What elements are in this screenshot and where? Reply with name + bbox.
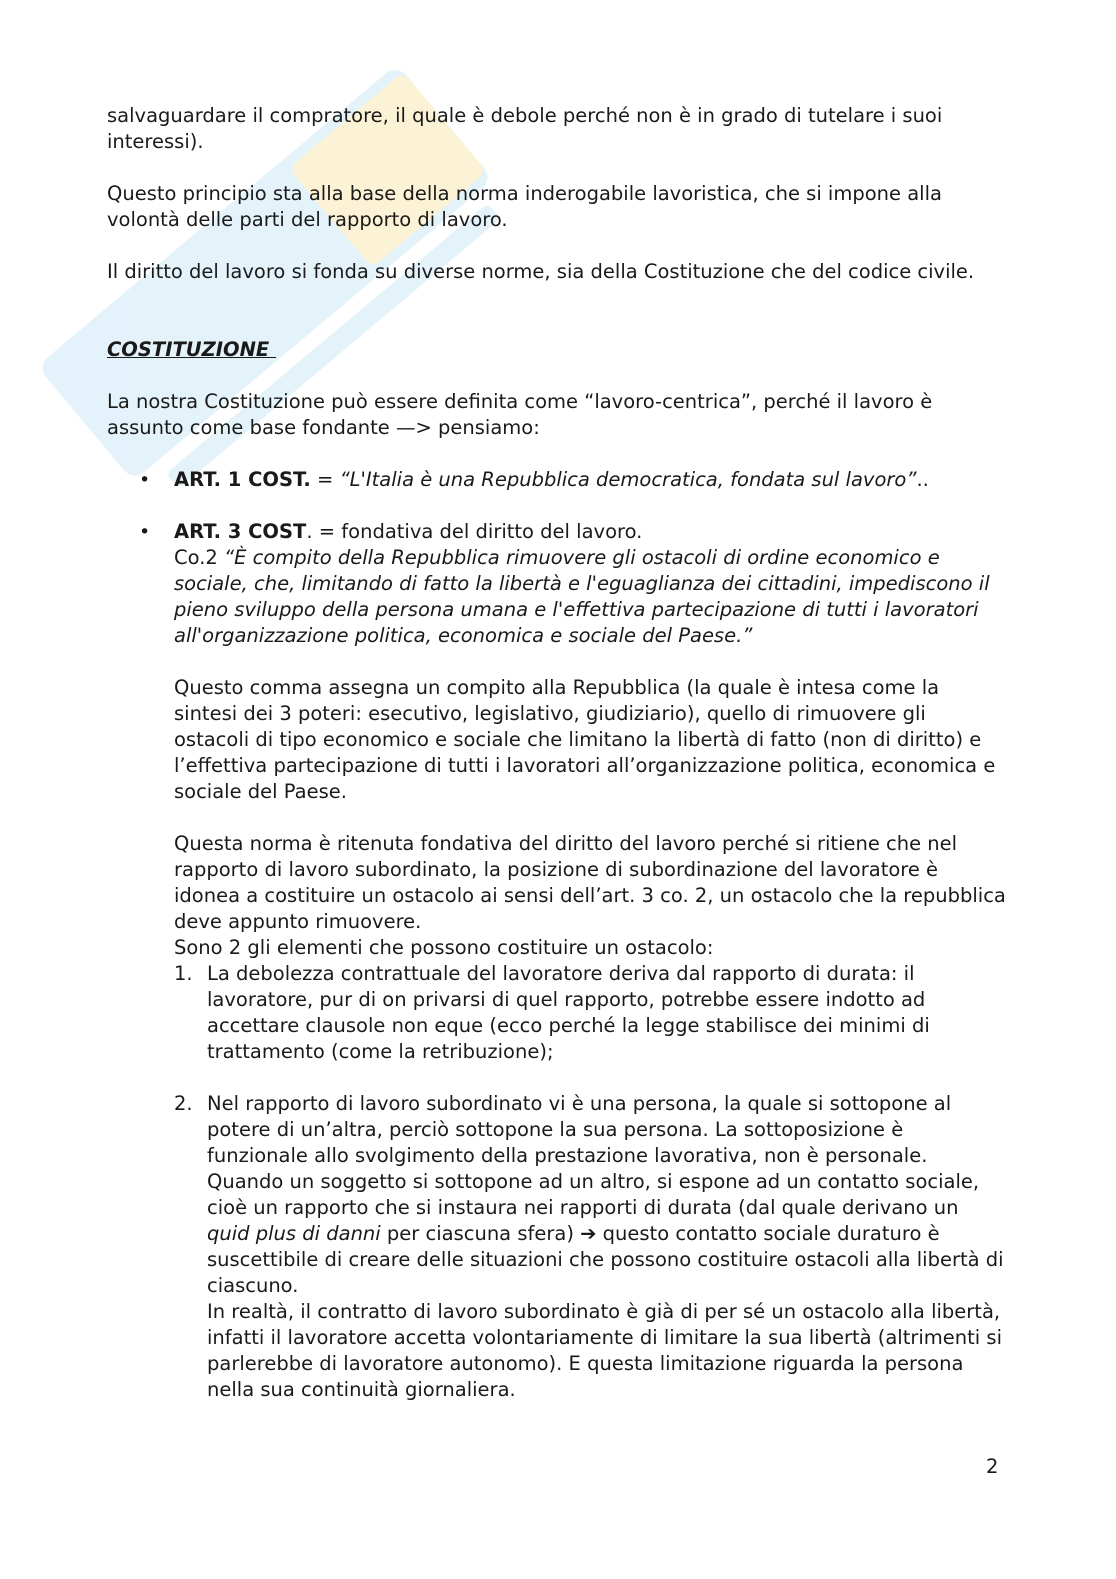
list-item-text: Nel rapporto di lavoro subordinato vi è una persona, la quale si sottopone al potere di un’altra, perciò sottopone la sua persona. La sottoposizione è funzionale allo svolgimento della prestazione lavorativa, non è personale. Quando un soggetto si sottopone ad un altro, si espone ad un contatto sociale, cioè un rapporto che si instaura nei rapporti di durata (dal quale derivano un [207, 1092, 980, 1219]
comma-quote: “È compito della Repubblica rimuovere gli ostacoli di ordine economico e sociale, che, limitando di fatto la libertà e l'eguaglianza dei cittadini, impediscono il pieno sviluppo della persona umana e l'effettiva partecipazione di tutti i lavoratori all'organizzazione politica, economica e sociale del Paese.” [174, 546, 990, 647]
numbered-list [174, 961, 1007, 1403]
article-list [107, 467, 1007, 1403]
article-label: ART. 3 COST [174, 520, 307, 543]
section-heading-text: COSTITUZIONE [107, 338, 277, 361]
paragraph: Sono 2 gli elementi che possono costituire un ostacolo: [174, 936, 714, 959]
list-item-art3 [107, 519, 1007, 1403]
list-item-text: questo contatto sociale duraturo è suscettibile di creare delle situazioni che possono costituire ostacoli alla libertà di ciascuno. [207, 1222, 1004, 1297]
paragraph: Questa norma è ritenuta fondativa del diritto del lavoro perché si ritiene che nel rapporto di lavoro subordinato, la posizione di subordinazione del lavoratore è idonea a costituire un ostacolo ai sensi dell’art. 3 co. 2, un ostacolo che la repubblica deve appunto rimuovere. [174, 832, 1006, 933]
document-body [107, 103, 1007, 1403]
list-item [174, 961, 1007, 1065]
article-quote: “L'Italia è una Repubblica democratica, fondata sul lavoro” [339, 468, 917, 491]
paragraph: Questo comma assegna un compito alla Repubblica (la quale è intesa come la sintesi dei 3 poteri: esecutivo, legislativo, giudiziario), quello di rimuovere gli ostacoli di tipo economico e sociale che limitano la libertà di fatto (non di diritto) e l’effettiva partecipazione di tutti i lavoratori all’organizzazione politica, economica e sociale del Paese. [174, 676, 996, 803]
list-item-text: In realtà, il contratto di lavoro subordinato è già di per sé un ostacolo alla libertà, infatti il lavoratore accetta volontariamente di limitare la sua libertà (altrimenti si parlerebbe di lavoratore autonomo). E questa limitazione riguarda la persona nella sua continuità giornaliera. [207, 1300, 1002, 1401]
separator: = [310, 468, 340, 491]
trailing-text: .. [916, 468, 929, 491]
list-item-text: La debolezza contrattuale del lavoratore deriva dal rapporto di durata: il lavoratore, pur di on privarsi di quel rapporto, potrebbe essere indotto ad accettare clausole non eque (ecco perché la legge stabilisce dei minimi di trattamento (come la retribuzione); [207, 962, 930, 1063]
paragraph: La nostra Costituzione può essere definita come “lavoro-centrica”, perché il lavoro è assunto come base fondante —> pensiamo: [107, 390, 933, 439]
paragraph: Questo principio sta alla base della norma inderogabile lavoristica, che si impone alla volontà delle parti del rapporto di lavoro. [107, 182, 942, 231]
comma-label: Co.2 [174, 546, 225, 569]
paragraph: salvaguardare il compratore, il quale è debole perché non è in grado di tutelare i suoi interessi). [107, 104, 943, 153]
arrow-icon: ➔ [580, 1222, 597, 1245]
section-heading [107, 337, 1007, 363]
article-description: . = fondativa del diritto del lavoro. [306, 520, 643, 543]
list-item [174, 1091, 1007, 1403]
list-item-text: per ciascuna sfera) [380, 1222, 581, 1245]
paragraph: Il diritto del lavoro si fonda su diverse norme, sia della Costituzione che del codice civile. [107, 260, 975, 283]
article-label: ART. 1 COST. [174, 468, 311, 491]
list-item-art1 [107, 467, 1007, 493]
list-number: 1. [174, 962, 193, 985]
italic-term: quid plus di danni [207, 1222, 381, 1245]
list-number: 2. [174, 1092, 193, 1115]
page-number: 2 [986, 1455, 999, 1478]
